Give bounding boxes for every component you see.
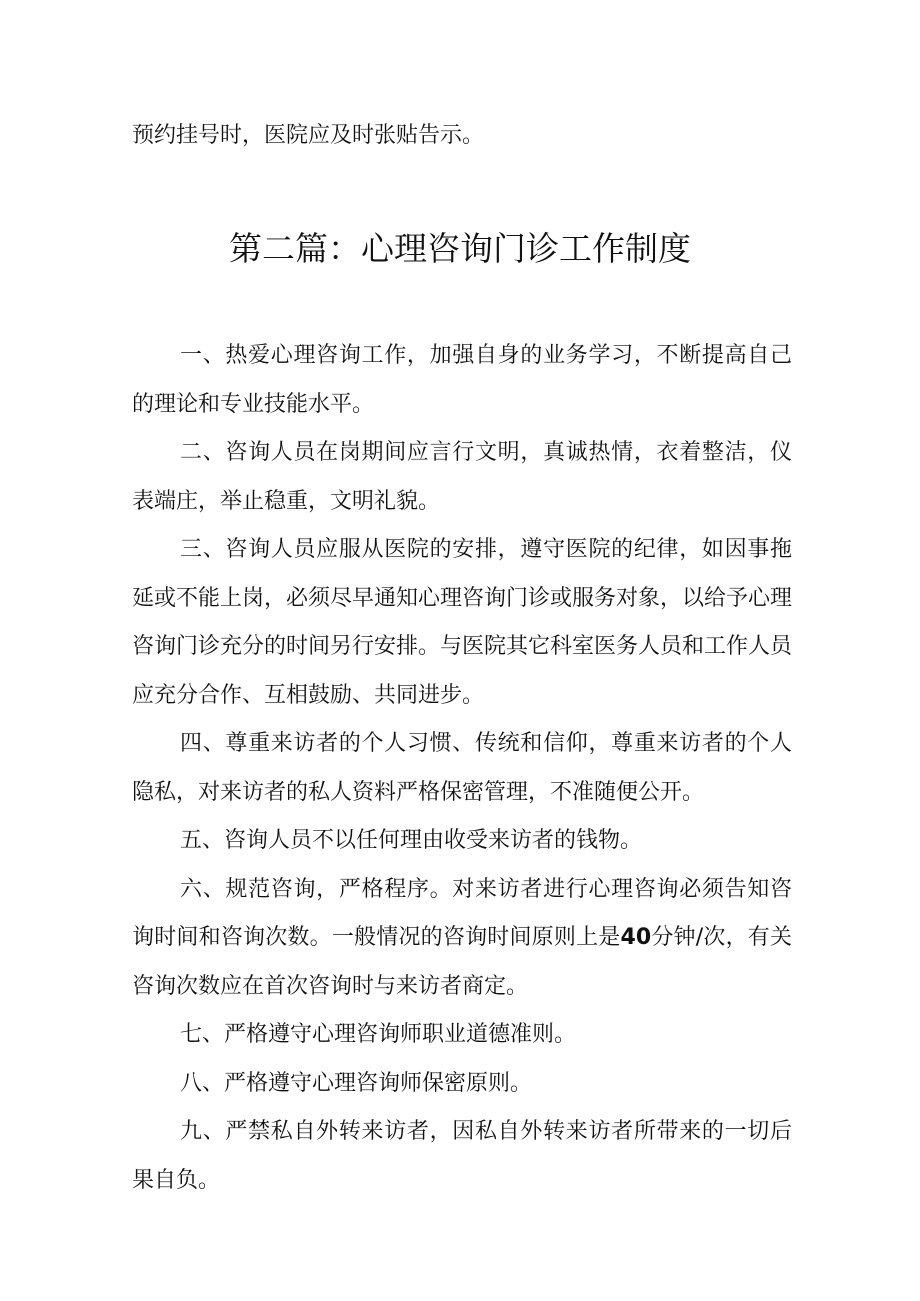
rule-paragraph-8: 八、严格遵守心理咨询师保密原则。 [180,1070,533,1096]
rule-paragraph-9: 九、严禁私自外转来访者，因私自外转来访者所带来的一切后果自负。 [132,1119,792,1193]
rule-paragraph-1: 一、热爱心理咨询工作，加强自身的业务学习，不断提高自己的理论和专业技能水平。 [132,343,792,417]
rule-6-text-before: 六、规范咨询，严格程序。对来访者进行心理咨询必须告知咨询时间和咨询次数。一般情况的咨询时间原则上是 [132,876,792,950]
rule-paragraph-2: 二、咨询人员在岗期间应言行文明，真诚热情，衣着整洁，仪表端庄，举止稳重，文明礼貌。 [132,440,792,514]
rule-paragraph-7: 七、严格遵守心理咨询师职业道德准则。 [180,1022,577,1047]
rule-paragraph-4: 四、尊重来访者的个人习惯、传统和信仰，尊重来访者的个人隐私，对来访者的私人资料严格保密管理，不准随便公开。 [132,731,792,805]
page-title: 第二篇：心理咨询门诊工作制度 [229,229,691,268]
regulation-body [132,332,792,1205]
rule-6-text-after: 分钟/次，有关咨询次数应在首次咨询时与来访者商定。 [132,925,792,999]
rule-paragraph-3: 三、咨询人员应服从医院的安排，遵守医院的纪律，如因事拖延或不能上岗，必须尽早通知心理咨询门诊或服务对象，以给予心理咨询门诊充分的时间另行安排。与医院其它科室医务人员和工作人员应充分合作、互相鼓励、共同进步。 [132,537,793,708]
consult-duration-number: 40 [620,925,652,950]
rule-paragraph-6 [132,866,792,1012]
continuation-text: 预约挂号时，医院应及时张贴告示。 [132,123,485,148]
rule-paragraph-5: 五、咨询人员不以任何理由收受来访者的钱物。 [180,828,643,853]
